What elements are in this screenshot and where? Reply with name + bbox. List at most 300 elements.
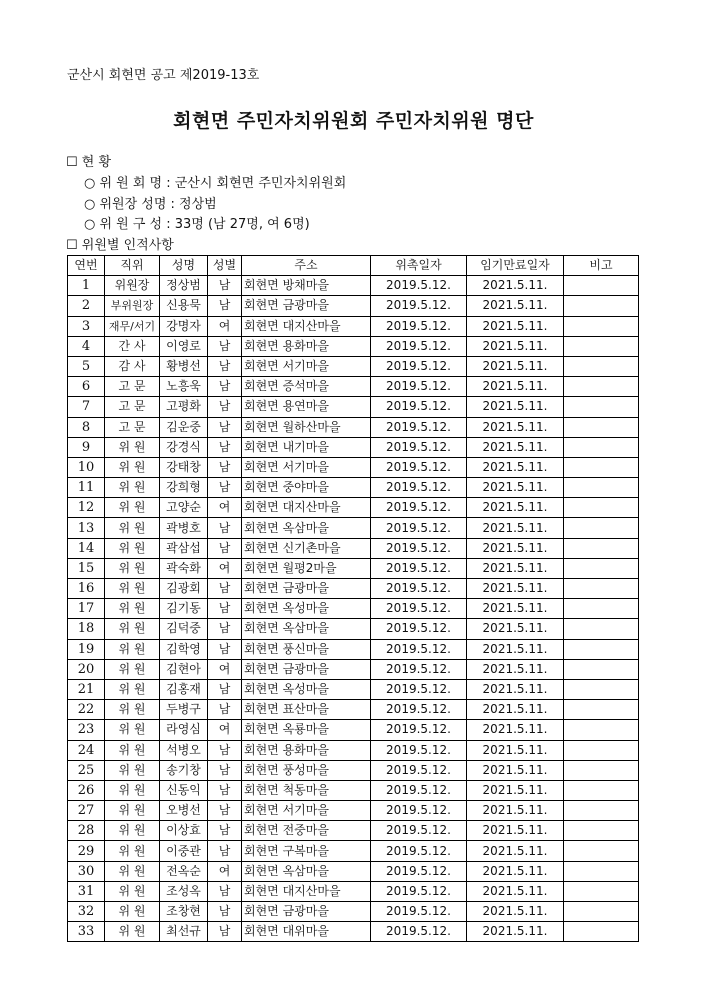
cell-term-end-date: 2021.5.11. — [467, 821, 564, 841]
cell-remarks — [564, 780, 639, 800]
cell-no: 28 — [68, 821, 105, 841]
cell-no: 10 — [68, 457, 105, 477]
cell-term-end-date: 2021.5.11. — [467, 478, 564, 498]
cell-address: 회현면 옥삼마을 — [242, 619, 371, 639]
table-row — [68, 881, 639, 901]
cell-appointed-date: 2019.5.12. — [371, 599, 467, 619]
cell-name: 김기동 — [160, 599, 208, 619]
cell-gender: 남 — [208, 336, 242, 356]
cell-position: 위 원 — [105, 478, 160, 498]
cell-position: 위원장 — [105, 276, 160, 296]
cell-address: 회현면 신기촌마을 — [242, 538, 371, 558]
cell-term-end-date: 2021.5.11. — [467, 538, 564, 558]
cell-position: 위 원 — [105, 659, 160, 679]
section-status-heading: ☐ 현 황 — [66, 155, 112, 170]
cell-address: 회현면 서기마을 — [242, 801, 371, 821]
cell-appointed-date: 2019.5.12. — [371, 740, 467, 760]
cell-name: 이영로 — [160, 336, 208, 356]
cell-no: 12 — [68, 498, 105, 518]
cell-position: 위 원 — [105, 457, 160, 477]
cell-remarks — [564, 538, 639, 558]
table-row — [68, 518, 639, 538]
cell-term-end-date: 2021.5.11. — [467, 801, 564, 821]
cell-appointed-date: 2019.5.12. — [371, 377, 467, 397]
cell-no: 20 — [68, 659, 105, 679]
cell-remarks — [564, 720, 639, 740]
cell-position: 위 원 — [105, 498, 160, 518]
cell-name: 두병구 — [160, 700, 208, 720]
cell-name: 고양순 — [160, 498, 208, 518]
cell-address: 회현면 옥삼마을 — [242, 518, 371, 538]
cell-appointed-date: 2019.5.12. — [371, 760, 467, 780]
cell-term-end-date: 2021.5.11. — [467, 558, 564, 578]
cell-appointed-date: 2019.5.12. — [371, 922, 467, 942]
cell-no: 31 — [68, 881, 105, 901]
cell-appointed-date: 2019.5.12. — [371, 276, 467, 296]
cell-no: 19 — [68, 639, 105, 659]
cell-no: 8 — [68, 417, 105, 437]
cell-remarks — [564, 296, 639, 316]
cell-remarks — [564, 599, 639, 619]
cell-remarks — [564, 579, 639, 599]
table-row — [68, 276, 639, 296]
table-row — [68, 599, 639, 619]
cell-gender: 남 — [208, 296, 242, 316]
cell-gender: 여 — [208, 558, 242, 578]
cell-term-end-date: 2021.5.11. — [467, 336, 564, 356]
cell-position: 위 원 — [105, 760, 160, 780]
cell-gender: 남 — [208, 518, 242, 538]
cell-term-end-date: 2021.5.11. — [467, 902, 564, 922]
cell-address: 회현면 용화마을 — [242, 336, 371, 356]
table-row — [68, 579, 639, 599]
cell-term-end-date: 2021.5.11. — [467, 841, 564, 861]
cell-remarks — [564, 518, 639, 538]
cell-address: 회현면 금광마을 — [242, 902, 371, 922]
cell-name: 김학영 — [160, 639, 208, 659]
cell-name: 강태창 — [160, 457, 208, 477]
cell-name: 곽삼섭 — [160, 538, 208, 558]
cell-appointed-date: 2019.5.12. — [371, 881, 467, 901]
cell-position: 위 원 — [105, 518, 160, 538]
cell-position: 위 원 — [105, 558, 160, 578]
cell-gender: 남 — [208, 619, 242, 639]
cell-no: 30 — [68, 861, 105, 881]
cell-gender: 남 — [208, 881, 242, 901]
cell-position: 위 원 — [105, 619, 160, 639]
cell-address: 회현면 서기마을 — [242, 356, 371, 376]
cell-remarks — [564, 437, 639, 457]
cell-address: 회현면 월하산마을 — [242, 417, 371, 437]
cell-address: 회현면 용화마을 — [242, 740, 371, 760]
cell-gender: 남 — [208, 801, 242, 821]
cell-remarks — [564, 558, 639, 578]
cell-name: 이상효 — [160, 821, 208, 841]
table-row — [68, 558, 639, 578]
cell-address: 회현면 방채마을 — [242, 276, 371, 296]
cell-no: 14 — [68, 538, 105, 558]
cell-address: 회현면 옥룡마을 — [242, 720, 371, 740]
cell-gender: 남 — [208, 579, 242, 599]
cell-appointed-date: 2019.5.12. — [371, 296, 467, 316]
cell-appointed-date: 2019.5.12. — [371, 579, 467, 599]
header-address: 주소 — [242, 256, 371, 276]
cell-gender: 남 — [208, 700, 242, 720]
table-row — [68, 356, 639, 376]
cell-name: 황병선 — [160, 356, 208, 376]
cell-gender: 남 — [208, 780, 242, 800]
cell-name: 강경식 — [160, 437, 208, 457]
cell-address: 회현면 금광마을 — [242, 579, 371, 599]
cell-gender: 여 — [208, 316, 242, 336]
cell-name: 김현아 — [160, 659, 208, 679]
cell-position: 위 원 — [105, 740, 160, 760]
table-row — [68, 417, 639, 437]
cell-gender: 남 — [208, 841, 242, 861]
table-row — [68, 397, 639, 417]
cell-term-end-date: 2021.5.11. — [467, 639, 564, 659]
cell-name: 김운중 — [160, 417, 208, 437]
cell-remarks — [564, 821, 639, 841]
cell-position: 부위원장 — [105, 296, 160, 316]
cell-address: 회현면 금광마을 — [242, 659, 371, 679]
cell-term-end-date: 2021.5.11. — [467, 437, 564, 457]
cell-gender: 남 — [208, 821, 242, 841]
cell-remarks — [564, 417, 639, 437]
cell-gender: 남 — [208, 902, 242, 922]
cell-name: 신동익 — [160, 780, 208, 800]
table-row — [68, 801, 639, 821]
cell-gender: 남 — [208, 276, 242, 296]
cell-appointed-date: 2019.5.12. — [371, 720, 467, 740]
cell-appointed-date: 2019.5.12. — [371, 538, 467, 558]
cell-remarks — [564, 801, 639, 821]
cell-position: 위 원 — [105, 841, 160, 861]
cell-term-end-date: 2021.5.11. — [467, 881, 564, 901]
cell-name: 오병선 — [160, 801, 208, 821]
cell-name: 정상범 — [160, 276, 208, 296]
cell-remarks — [564, 498, 639, 518]
cell-gender: 남 — [208, 397, 242, 417]
cell-gender: 남 — [208, 457, 242, 477]
cell-name: 라영심 — [160, 720, 208, 740]
cell-gender: 남 — [208, 377, 242, 397]
cell-no: 22 — [68, 700, 105, 720]
header-appointed-date: 위촉일자 — [371, 256, 467, 276]
cell-remarks — [564, 659, 639, 679]
cell-appointed-date: 2019.5.12. — [371, 478, 467, 498]
cell-position: 위 원 — [105, 437, 160, 457]
cell-remarks — [564, 922, 639, 942]
cell-appointed-date: 2019.5.12. — [371, 558, 467, 578]
section-members-heading: ☐ 위원별 인적사항 — [66, 238, 174, 253]
cell-position: 위 원 — [105, 700, 160, 720]
cell-gender: 남 — [208, 356, 242, 376]
cell-address: 회현면 척동마을 — [242, 780, 371, 800]
cell-position: 위 원 — [105, 922, 160, 942]
table-row — [68, 720, 639, 740]
cell-gender: 남 — [208, 639, 242, 659]
table-row — [68, 902, 639, 922]
table-row — [68, 336, 639, 356]
cell-name: 곽숙화 — [160, 558, 208, 578]
cell-gender: 남 — [208, 922, 242, 942]
cell-term-end-date: 2021.5.11. — [467, 659, 564, 679]
cell-appointed-date: 2019.5.12. — [371, 841, 467, 861]
cell-term-end-date: 2021.5.11. — [467, 417, 564, 437]
cell-address: 회현면 옥삼마을 — [242, 861, 371, 881]
cell-no: 18 — [68, 619, 105, 639]
table-row — [68, 841, 639, 861]
cell-no: 2 — [68, 296, 105, 316]
page-title: 회현면 주민자치위원회 주민자치위원 명단 — [173, 110, 534, 132]
cell-name: 고평화 — [160, 397, 208, 417]
cell-name: 강명자 — [160, 316, 208, 336]
cell-term-end-date: 2021.5.11. — [467, 579, 564, 599]
cell-address: 회현면 표산마을 — [242, 700, 371, 720]
cell-term-end-date: 2021.5.11. — [467, 599, 564, 619]
table-row — [68, 296, 639, 316]
cell-appointed-date: 2019.5.12. — [371, 861, 467, 881]
cell-position: 위 원 — [105, 902, 160, 922]
header-remarks: 비고 — [564, 256, 639, 276]
cell-no: 23 — [68, 720, 105, 740]
cell-address: 회현면 대지산마을 — [242, 316, 371, 336]
cell-address: 회현면 옥성마을 — [242, 599, 371, 619]
cell-remarks — [564, 841, 639, 861]
cell-no: 4 — [68, 336, 105, 356]
cell-address: 회현면 대지산마을 — [242, 881, 371, 901]
table-row — [68, 538, 639, 558]
composition-line: ○ 위 원 구 성 : 33명 (남 27명, 여 6명) — [84, 217, 310, 232]
cell-name: 강희형 — [160, 478, 208, 498]
cell-position: 위 원 — [105, 538, 160, 558]
cell-position: 간 사 — [105, 336, 160, 356]
cell-gender: 여 — [208, 861, 242, 881]
cell-no: 24 — [68, 740, 105, 760]
cell-no: 25 — [68, 760, 105, 780]
cell-position: 위 원 — [105, 599, 160, 619]
header-term-end-date: 임기만료일자 — [467, 256, 564, 276]
cell-appointed-date: 2019.5.12. — [371, 356, 467, 376]
notice-number: 군산시 회현면 공고 제2019-13호 — [67, 68, 260, 83]
cell-name: 김홍재 — [160, 679, 208, 699]
cell-address: 회현면 용연마을 — [242, 397, 371, 417]
cell-no: 15 — [68, 558, 105, 578]
cell-name: 신용묵 — [160, 296, 208, 316]
cell-name: 이중관 — [160, 841, 208, 861]
table-row — [68, 377, 639, 397]
cell-term-end-date: 2021.5.11. — [467, 619, 564, 639]
table-row — [68, 437, 639, 457]
cell-appointed-date: 2019.5.12. — [371, 902, 467, 922]
cell-no: 3 — [68, 316, 105, 336]
cell-appointed-date: 2019.5.12. — [371, 498, 467, 518]
cell-appointed-date: 2019.5.12. — [371, 700, 467, 720]
cell-name: 조창현 — [160, 902, 208, 922]
table-row — [68, 679, 639, 699]
cell-name: 전옥순 — [160, 861, 208, 881]
cell-remarks — [564, 336, 639, 356]
table-row — [68, 619, 639, 639]
cell-gender: 여 — [208, 498, 242, 518]
table-row — [68, 760, 639, 780]
cell-position: 위 원 — [105, 821, 160, 841]
cell-position: 위 원 — [105, 861, 160, 881]
cell-remarks — [564, 619, 639, 639]
cell-term-end-date: 2021.5.11. — [467, 760, 564, 780]
cell-remarks — [564, 377, 639, 397]
cell-no: 32 — [68, 902, 105, 922]
cell-no: 11 — [68, 478, 105, 498]
cell-term-end-date: 2021.5.11. — [467, 740, 564, 760]
cell-no: 7 — [68, 397, 105, 417]
cell-address: 회현면 대위마을 — [242, 922, 371, 942]
cell-remarks — [564, 902, 639, 922]
cell-position: 고 문 — [105, 397, 160, 417]
cell-no: 29 — [68, 841, 105, 861]
cell-gender: 남 — [208, 538, 242, 558]
cell-appointed-date: 2019.5.12. — [371, 821, 467, 841]
header-gender: 성별 — [208, 256, 242, 276]
cell-name: 석병오 — [160, 740, 208, 760]
cell-no: 1 — [68, 276, 105, 296]
cell-no: 9 — [68, 437, 105, 457]
cell-remarks — [564, 760, 639, 780]
cell-gender: 남 — [208, 599, 242, 619]
table-row — [68, 821, 639, 841]
table-row — [68, 457, 639, 477]
cell-position: 위 원 — [105, 801, 160, 821]
cell-position: 위 원 — [105, 579, 160, 599]
cell-no: 21 — [68, 679, 105, 699]
cell-position: 감 사 — [105, 356, 160, 376]
cell-term-end-date: 2021.5.11. — [467, 861, 564, 881]
cell-remarks — [564, 700, 639, 720]
cell-appointed-date: 2019.5.12. — [371, 457, 467, 477]
cell-address: 회현면 서기마을 — [242, 457, 371, 477]
cell-gender: 남 — [208, 760, 242, 780]
cell-term-end-date: 2021.5.11. — [467, 679, 564, 699]
cell-name: 김광회 — [160, 579, 208, 599]
cell-no: 6 — [68, 377, 105, 397]
cell-position: 위 원 — [105, 679, 160, 699]
cell-appointed-date: 2019.5.12. — [371, 437, 467, 457]
cell-no: 27 — [68, 801, 105, 821]
table-row — [68, 922, 639, 942]
table-row — [68, 740, 639, 760]
cell-no: 16 — [68, 579, 105, 599]
cell-gender: 남 — [208, 437, 242, 457]
header-position: 직위 — [105, 256, 160, 276]
cell-term-end-date: 2021.5.11. — [467, 518, 564, 538]
cell-term-end-date: 2021.5.11. — [467, 780, 564, 800]
cell-appointed-date: 2019.5.12. — [371, 316, 467, 336]
cell-remarks — [564, 397, 639, 417]
cell-appointed-date: 2019.5.12. — [371, 397, 467, 417]
cell-gender: 남 — [208, 740, 242, 760]
cell-gender: 여 — [208, 720, 242, 740]
cell-term-end-date: 2021.5.11. — [467, 296, 564, 316]
cell-name: 노흥욱 — [160, 377, 208, 397]
cell-name: 곽병호 — [160, 518, 208, 538]
cell-name: 조성옥 — [160, 881, 208, 901]
cell-remarks — [564, 639, 639, 659]
cell-remarks — [564, 740, 639, 760]
cell-address: 회현면 증석마을 — [242, 377, 371, 397]
cell-gender: 남 — [208, 679, 242, 699]
cell-appointed-date: 2019.5.12. — [371, 780, 467, 800]
cell-address: 회현면 금광마을 — [242, 296, 371, 316]
cell-appointed-date: 2019.5.12. — [371, 518, 467, 538]
cell-name: 송기창 — [160, 760, 208, 780]
table-header-row — [68, 256, 639, 276]
cell-term-end-date: 2021.5.11. — [467, 457, 564, 477]
cell-no: 33 — [68, 922, 105, 942]
cell-term-end-date: 2021.5.11. — [467, 397, 564, 417]
cell-appointed-date: 2019.5.12. — [371, 336, 467, 356]
table-row — [68, 478, 639, 498]
cell-remarks — [564, 881, 639, 901]
header-no: 연번 — [68, 256, 105, 276]
cell-no: 13 — [68, 518, 105, 538]
committee-name-line: ○ 위 원 회 명 : 군산시 회현면 주민자치위원회 — [84, 176, 347, 191]
cell-address: 회현면 풍신마을 — [242, 639, 371, 659]
cell-appointed-date: 2019.5.12. — [371, 679, 467, 699]
cell-remarks — [564, 316, 639, 336]
cell-position: 위 원 — [105, 780, 160, 800]
cell-position: 위 원 — [105, 881, 160, 901]
cell-term-end-date: 2021.5.11. — [467, 377, 564, 397]
header-name: 성명 — [160, 256, 208, 276]
table-body — [68, 276, 639, 942]
cell-remarks — [564, 276, 639, 296]
cell-gender: 여 — [208, 659, 242, 679]
cell-no: 5 — [68, 356, 105, 376]
table-row — [68, 780, 639, 800]
cell-term-end-date: 2021.5.11. — [467, 356, 564, 376]
cell-term-end-date: 2021.5.11. — [467, 720, 564, 740]
cell-appointed-date: 2019.5.12. — [371, 801, 467, 821]
cell-position: 고 문 — [105, 417, 160, 437]
cell-name: 최선규 — [160, 922, 208, 942]
cell-term-end-date: 2021.5.11. — [467, 700, 564, 720]
cell-remarks — [564, 679, 639, 699]
cell-address: 회현면 내기마을 — [242, 437, 371, 457]
cell-no: 26 — [68, 780, 105, 800]
cell-address: 회현면 옥성마을 — [242, 679, 371, 699]
table-row — [68, 316, 639, 336]
table-row — [68, 639, 639, 659]
cell-term-end-date: 2021.5.11. — [467, 316, 564, 336]
member-roster-table — [67, 255, 639, 942]
cell-address: 회현면 풍성마을 — [242, 760, 371, 780]
cell-address: 회현면 구복마을 — [242, 841, 371, 861]
table-row — [68, 498, 639, 518]
cell-position: 위 원 — [105, 639, 160, 659]
cell-remarks — [564, 861, 639, 881]
cell-remarks — [564, 457, 639, 477]
cell-appointed-date: 2019.5.12. — [371, 659, 467, 679]
cell-position: 위 원 — [105, 720, 160, 740]
cell-position: 고 문 — [105, 377, 160, 397]
chairperson-line: ○ 위원장 성명 : 정상범 — [84, 197, 217, 212]
cell-term-end-date: 2021.5.11. — [467, 498, 564, 518]
cell-appointed-date: 2019.5.12. — [371, 639, 467, 659]
cell-remarks — [564, 478, 639, 498]
cell-gender: 남 — [208, 417, 242, 437]
cell-name: 김덕중 — [160, 619, 208, 639]
